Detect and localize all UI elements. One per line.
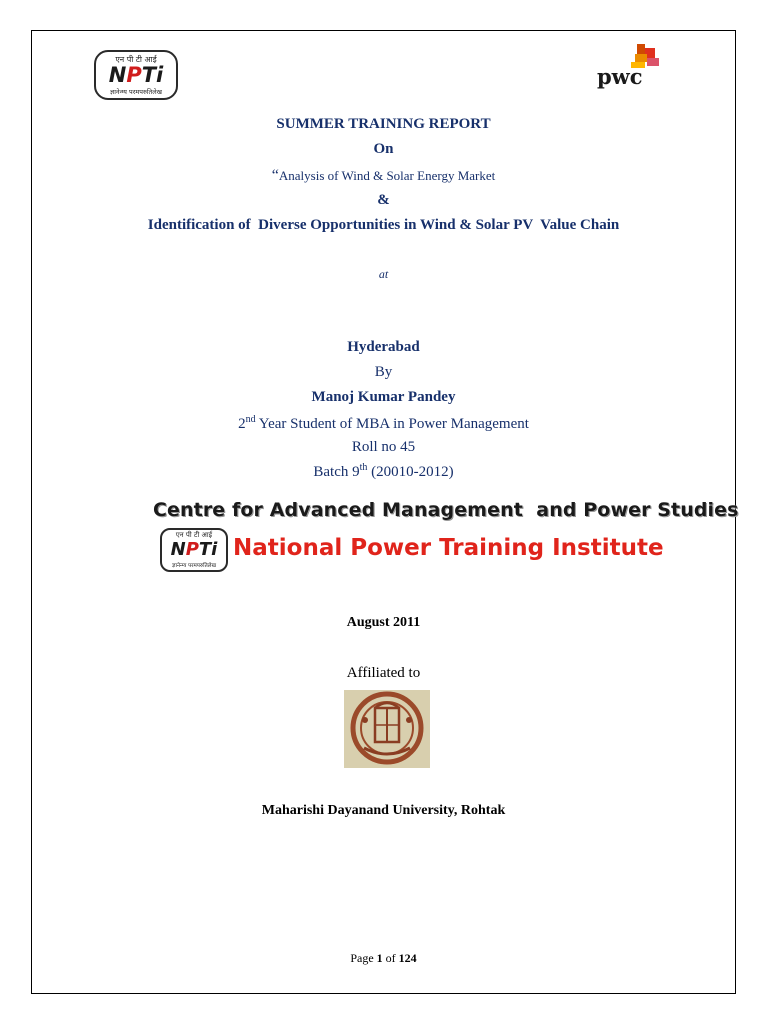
subject-line-2: Identification of Diverse Opportunities in Wind & Solar PV Value Chain [147, 217, 620, 233]
subject-at: at [378, 267, 389, 281]
batch-years: (20010-2012) [367, 464, 454, 480]
page-word: Page [350, 951, 377, 965]
report-on: On [373, 141, 394, 157]
pwc-logo [592, 42, 668, 100]
npti-logo [94, 50, 178, 100]
author-year-num: 2 [238, 416, 246, 432]
author-year-rest: Year Student of MBA in Power Management [255, 416, 529, 432]
page-number [31, 951, 736, 966]
report-date: August 2011 [346, 615, 421, 630]
npti-logo-hindi-bottom: ज्ञानेन्ग्य परमपरुतिलेख [110, 88, 162, 96]
pwc-logo-text: pwc [597, 64, 643, 89]
by-label: By [374, 364, 393, 380]
npti-logo-hindi-top: एन पी टी आई [115, 55, 157, 64]
university-seal [344, 690, 430, 768]
page-of: of [382, 951, 399, 965]
batch [31, 462, 736, 481]
centre-heading: Centre for Advanced Management and Power Studies [153, 499, 739, 521]
university-seal-emblem [344, 690, 430, 768]
author-name: Manoj Kumar Pandey [311, 389, 456, 405]
university-name: Maharishi Dayanand University, Rohtak [261, 803, 506, 818]
npti-logo-institute-hindi-bottom: ज्ञानेन्ग्य परमपरुतिलेख [172, 563, 216, 569]
npti-logo-mark: NPTi [108, 63, 164, 87]
quote-mark: “ [271, 167, 279, 184]
report-title: SUMMER TRAINING REPORT [276, 116, 491, 132]
page-current: 1 [376, 951, 383, 965]
subject-line-1-text: Analysis of Wind & Solar Energy Market [278, 168, 496, 183]
affiliated-label: Affiliated to [346, 665, 421, 681]
author-year [31, 414, 736, 433]
batch-prefix: Batch 9 [313, 464, 360, 480]
subject-line-1 [31, 167, 736, 185]
location: Hyderabad [347, 339, 420, 355]
batch-sup: th [359, 462, 368, 473]
npti-logo-institute-mark: NPTi [170, 539, 218, 560]
npti-logo-institute [160, 528, 228, 572]
institute-name: National Power Training Institute [233, 535, 664, 561]
npti-logo-institute-hindi-top: एन पी टी आई [175, 531, 213, 539]
roll-number: Roll no 45 [351, 439, 416, 455]
subject-ampersand: & [377, 192, 390, 208]
page-total: 124 [398, 951, 417, 965]
author-year-sup: nd [245, 414, 256, 425]
